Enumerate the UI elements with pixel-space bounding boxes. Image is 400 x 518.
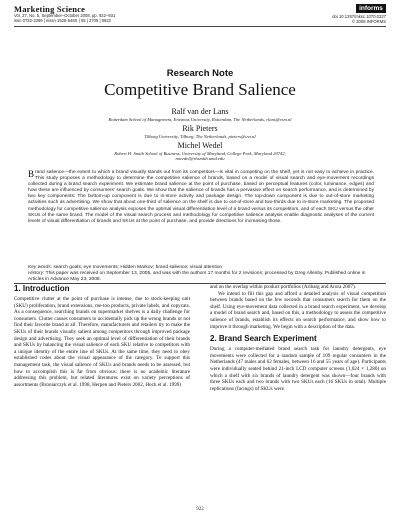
body-column-left	[14, 284, 190, 388]
keywords-text: : search goals; eye movements; Hidden Markov; brand salience; visual attention	[50, 265, 223, 270]
author-affiliation: Rotterdam School of Management, Erasmus University, Rotterdam, The Netherlands, rlans@rsm.nl	[108, 117, 292, 122]
paragraph: Competitive clutter at the point of purchase is intense, due to stock-keeping unit (SKU) proliferation, brand extensions, me-too products, private labels, and copycats. As a consequence, searching brands on supermarket shelves is a daily challenge for consumers. Clutter causes consumers to accidentally pick up the wrong brands or not find their favorite brand at all. Therefore, manufacturers and retailers try to make the SKUs of their brands visually salient among competitors through improved package design and advertising. They seek an optimal level of differentiation of their brands and SKUs by balancing the visual salience of each SKU relative to competitors with a unique identity of the entire line of SKUs. At the same time, they need to obey established codes about the visual appearance of the category. To support this management task, the visual salience of SKUs and brands needs to be assessed, but how to accomplish this is far from obvious: there is no academic literature addressing this problem, but related literatures exist on variety perceptions of assortments (Broniarczyk et al. 1998, Herpen and Pieters 2002, Hoch et al. 1999)	[14, 296, 190, 388]
paragraph: We intend to fill this gap and afford a detailed analysis of visual competition between brands based on the few seconds that consumers search for them on the shelf. Using eye-movement data collected in a brand search experiment, we develop a model of brand search and, based on this, a methodology to assess the competitive salience of brands, establish its effects on search performance, and show how to improve it through marketing. We begin with a description of the data.	[210, 290, 386, 330]
keywords-label: Key words	[28, 265, 51, 270]
copyright-line: © 2008 INFORMS	[351, 19, 386, 24]
author-name: Rik Pieters	[182, 124, 218, 133]
author-name: Michel Wedel	[177, 141, 223, 150]
section-heading: 2. Brand Search Experiment	[210, 334, 317, 344]
abstract	[28, 170, 374, 225]
abstract-drop-cap: B	[28, 169, 35, 179]
paragraph: During a computer-mediated brand search task for laundry detergents, eye movements were collected for a random sample of 109 regular consumers in the Netherlands (47 males and 62 females, between 16 and 55 years of age). Participants were individually seated behind 21-inch LCD computer screens (1,024 × 1,280) on which a shelf with six brands of laundry detergent was shown—four brands with three SKUs each and two brands with two SKUs each (16 SKUs in total). Multiple replications (facings) of SKUs were	[210, 346, 386, 392]
section-heading: 1. Introduction	[14, 284, 70, 293]
body-column-right	[210, 284, 386, 392]
author-affiliation: Robert H. Smith School of Business, University of Maryland, College Park, Maryland 20742,	[114, 151, 286, 156]
journal-meta-right	[332, 14, 386, 24]
article-type-label: Research Note	[166, 68, 234, 79]
volume-line: Vol. 27, No. 5, September–October 2008, pp. 922–931	[14, 13, 116, 18]
header-rule	[14, 26, 386, 27]
article-title: Competitive Brand Salience	[104, 80, 296, 99]
journal-name: Marketing Science	[14, 4, 86, 14]
publisher-logo: informs	[356, 4, 386, 13]
doi-line: doi 10.1287/mksc.1070.0327	[332, 14, 386, 19]
author-affiliation: Tilburg University, Tilburg, The Netherlands, pieters@uvt.nl	[144, 134, 256, 139]
author-name: Ralf van der Lans	[171, 107, 229, 116]
page-number: 922	[196, 507, 204, 512]
history-text: : This paper was received on September 13, 2005, and was with the authors 17 months for 2 revisions; processed by Greg Allenby. Published online in Articles in Advance May 23, 2008.	[28, 271, 366, 283]
history	[28, 271, 374, 283]
issn-line: issn 0732-2399 | eissn 1526-548X | 08 | 2705 | 0922	[14, 18, 112, 23]
paragraph: and on the overlap within product portfolios (Aribarg and Arora 2007).	[210, 284, 356, 290]
author-email: mwedel@rhsmith.umd.edu	[175, 156, 225, 162]
journal-meta-left	[14, 13, 115, 23]
history-label: History	[28, 271, 44, 276]
abstract-text: rand salience—the extent to which a brand visually stands out from its competitors—is vital in competing on the shelf, yet is not easy to achieve in practice. This study proposes a methodology to determine the competitive salience of brands, based on a model of visual search and eye-movement recordings collected during a brand search experiment. We estimate brand salience at the point of purchase, based on perceptual features (color, luminance, edges) and how these are influenced by consumers' search goals. We show that the salience of brands has a pervasive effect on search performance, and is determined by two key components: The bottom-up component is due to in-store activity and package design. The top-down component is due to out-of-store marketing activities such as advertising. We show that about one-third of salience on the shelf is due to out-of-store and two-thirds due to in-store marketing. The proposed methodology for competitive salience analysis exposes the optimal visual differentiation level of a brand versus its competitors, and of each SKU versus the other SKUs of the same brand. The model of the visual search process and methodology for competitive salience analysis enable diagnostic analyses of the current levels of visual differentiation of brands and SKUs at the point of purchase, and provide directions for increasing those.	[28, 170, 374, 224]
